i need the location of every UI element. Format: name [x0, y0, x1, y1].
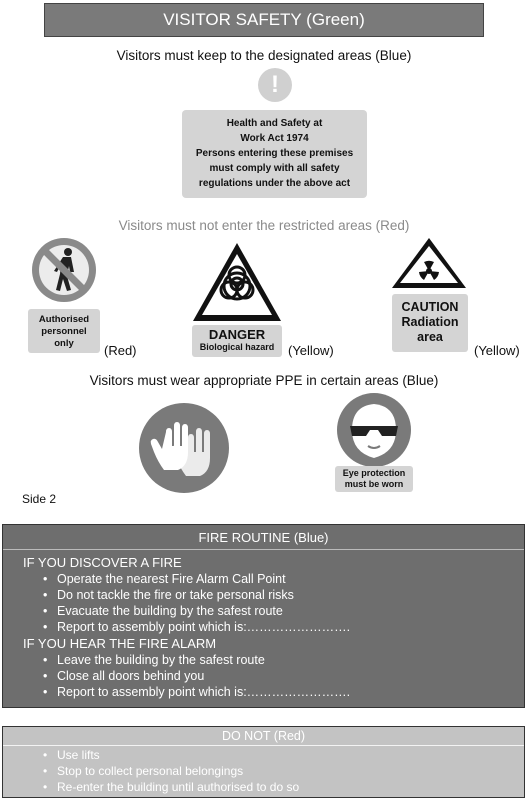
ppe-text: Visitors must wear appropriate PPE in certain areas (Blue): [89, 373, 439, 388]
notice-line-4: must comply with all safety: [209, 163, 340, 174]
notice-line-3: Persons entering these premises: [195, 148, 354, 159]
eye-label-line-2: must be worn: [344, 479, 404, 489]
hear-alarm-list: [43, 652, 350, 700]
list-item: • Evacuate the building by the safest route: [43, 603, 350, 619]
exclamation-icon: !: [258, 68, 292, 102]
list-item: • Leave the building by the safest route: [43, 652, 350, 668]
list-item: • Report to assembly point which is:…………………….: [43, 684, 350, 700]
hear-alarm-heading: IF YOU HEAR THE FIRE ALARM: [23, 636, 217, 651]
do-not-list: [43, 747, 299, 795]
restricted-areas-text: Visitors must not enter the restricted areas (Red): [118, 218, 410, 233]
authorised-line-1: Authorised: [38, 314, 90, 325]
list-item: • Stop to collect personal belongings: [43, 763, 299, 779]
gloves-icon: [138, 402, 230, 494]
list-item: • Use lifts: [43, 747, 299, 763]
side-2-label: Side 2: [22, 492, 57, 506]
danger-title: DANGER: [208, 327, 266, 342]
fire-routine-panel: [2, 524, 525, 708]
do-not-title: DO NOT (Red): [3, 727, 524, 746]
eye-label-line-1: Eye protection: [342, 468, 406, 478]
health-safety-notice: [182, 110, 367, 198]
radiation-color-label: (Yellow): [474, 343, 520, 358]
do-not-panel: [2, 726, 525, 798]
caution-line-2: Radiation: [401, 315, 459, 329]
notice-line-5: regulations under the above act: [198, 178, 351, 189]
authorised-line-2: personnel: [41, 326, 87, 337]
notice-line-2: Work Act 1974: [240, 133, 309, 144]
list-item: • Report to assembly point which is:…………………….: [43, 619, 350, 635]
no-entry-person-icon: [30, 236, 98, 304]
danger-label: [192, 325, 282, 357]
eye-protection-icon: [336, 392, 412, 468]
eye-protection-label: [335, 466, 413, 492]
authorised-line-3: only: [54, 338, 74, 349]
authorised-personnel-label: [28, 309, 100, 353]
list-item: • Operate the nearest Fire Alarm Call Point: [43, 571, 350, 587]
designated-areas-text: Visitors must keep to the designated areas (Blue): [116, 48, 412, 63]
danger-subtitle: Biological hazard: [199, 342, 275, 352]
list-item: • Do not tackle the fire or take personal risks: [43, 587, 350, 603]
visitor-safety-title: VISITOR SAFETY (Green): [44, 3, 484, 37]
radiation-icon: [390, 236, 468, 290]
caution-line-1: CAUTION: [401, 300, 459, 314]
notice-line-1: Health and Safety at: [226, 118, 323, 129]
biohazard-icon: [190, 240, 284, 324]
caution-line-3: area: [417, 330, 443, 344]
discover-fire-heading: IF YOU DISCOVER A FIRE: [23, 555, 182, 570]
list-item: • Close all doors behind you: [43, 668, 350, 684]
prohibition-color-label: (Red): [104, 343, 137, 358]
caution-radiation-label: [392, 294, 468, 352]
list-item: • Re-enter the building until authorised to do so: [43, 779, 299, 795]
discover-fire-list: [43, 571, 350, 635]
fire-routine-title: FIRE ROUTINE (Blue): [3, 525, 524, 550]
biohazard-color-label: (Yellow): [288, 343, 334, 358]
